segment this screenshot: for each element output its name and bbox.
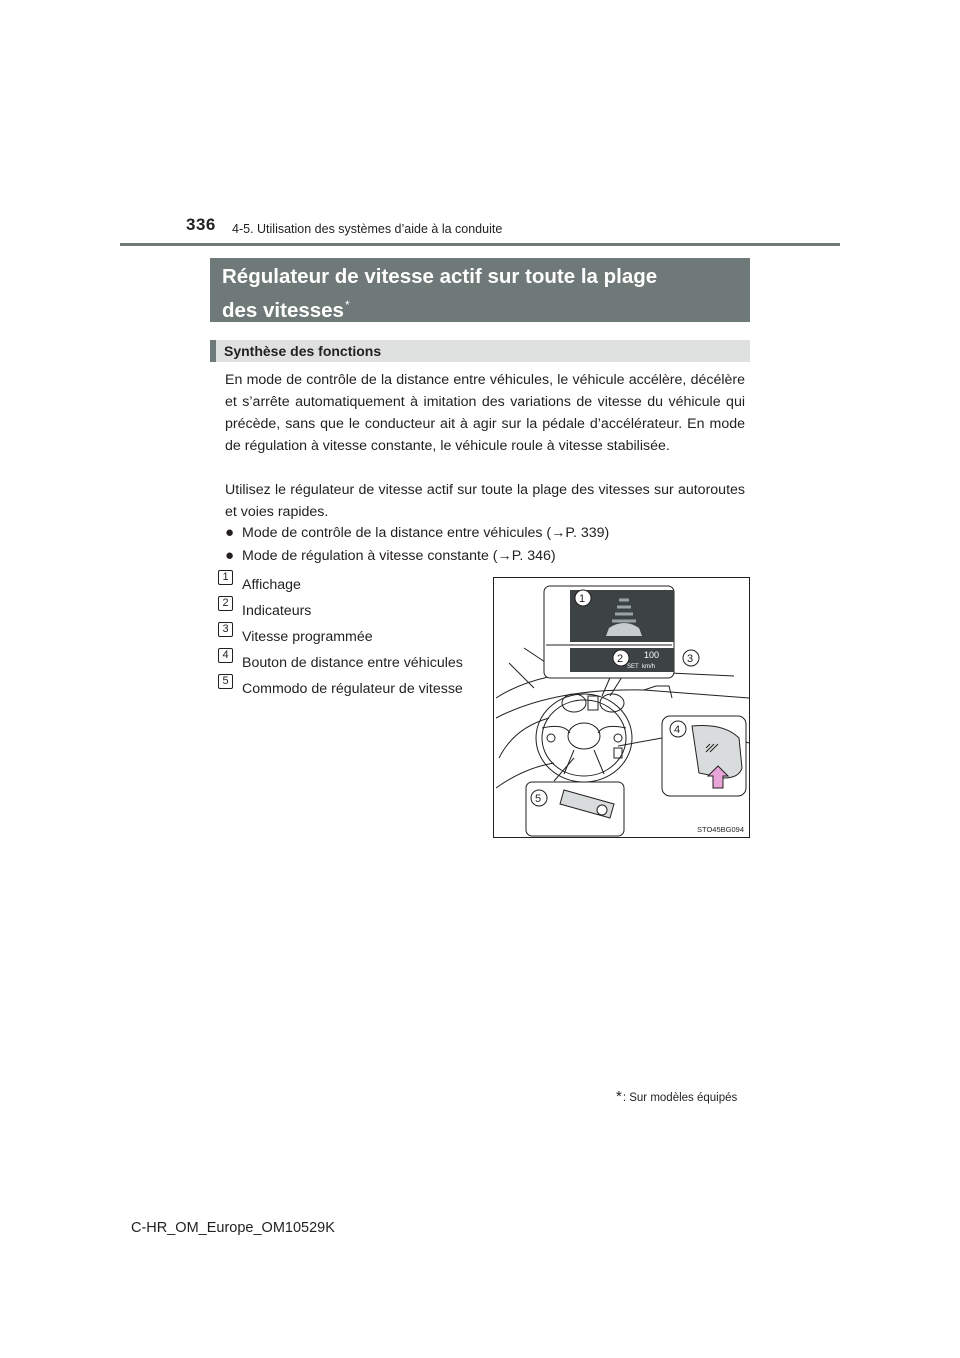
- cockpit-drawing: [494, 578, 751, 839]
- chapter-heading: 4-5. Utilisation des systèmes d’aide à la conduite: [232, 222, 503, 236]
- bullet-icon: ●: [225, 547, 235, 564]
- display-speed: 100: [644, 650, 660, 660]
- callout-number: 3: [218, 622, 233, 637]
- callout-number: 2: [218, 596, 233, 611]
- callout-number: 4: [218, 648, 233, 663]
- callout-item: 4 Bouton de distance entre véhicules: [218, 654, 463, 672]
- display-unit: km/h: [642, 664, 656, 670]
- callout-item: 5 Commodo de régulateur de vitesse: [218, 680, 463, 698]
- section-title: [210, 258, 750, 322]
- section-title-line1: Régulateur de vitesse actif sur toute la plage: [222, 265, 658, 288]
- footnote: *: Sur modèles équipés: [616, 1088, 738, 1105]
- marker-4: 4: [674, 724, 681, 736]
- page-reference: P. 346): [511, 548, 556, 564]
- marker-5: 5: [535, 793, 542, 805]
- asterisk-icon: *: [616, 1088, 622, 1105]
- usage-paragraph: Utilisez le régulateur de vitesse actif sur toute la plage des vitesses sur autoroutes et voies rapides.: [225, 482, 745, 520]
- bullet-constant-speed-mode: ● Mode de régulation à vitesse constante (→P. 346): [225, 547, 556, 564]
- intro-paragraph: En mode de contrôle de la distance entre véhicules, le véhicule accélère, décélère et s’arrête automatiquement à imitation des variations de vitesse du véhicule qui précède, sans que le conducteur ait à agir sur la pédale d’accélérateur. En mode de régulation à vitesse constante, le véhicule roule à vitesse stabilisée.: [225, 372, 745, 454]
- arrow-icon: →: [497, 548, 512, 564]
- bullet-icon: ●: [225, 524, 235, 541]
- callout-item: 3 Vitesse programmée: [218, 628, 373, 646]
- callout-item: 1 Affichage: [218, 576, 301, 594]
- marker-2: 2: [617, 653, 624, 665]
- arrow-icon: →: [551, 525, 566, 541]
- callout-number: 1: [218, 570, 233, 585]
- document-code: C-HR_OM_Europe_OM10529K: [131, 1220, 335, 1236]
- figure-code: STO45BG094: [697, 825, 744, 834]
- subsection-title: Synthèse des fonctions: [210, 340, 750, 362]
- callout-item: 2 Indicateurs: [218, 602, 311, 620]
- marker-3: 3: [687, 653, 694, 665]
- marker-1: 1: [579, 593, 586, 605]
- cruise-control-illustration: [493, 577, 750, 838]
- display-set: SET: [627, 664, 639, 670]
- section-title-line2: des vitesses*: [222, 298, 350, 322]
- equipment-asterisk: *: [344, 298, 350, 312]
- page-number: 336: [186, 215, 216, 234]
- page-reference: P. 339): [565, 525, 610, 541]
- bullet-distance-mode: ● Mode de contrôle de la distance entre véhicules (→P. 339): [225, 524, 610, 541]
- callout-number: 5: [218, 674, 233, 689]
- header-rule: [120, 243, 840, 246]
